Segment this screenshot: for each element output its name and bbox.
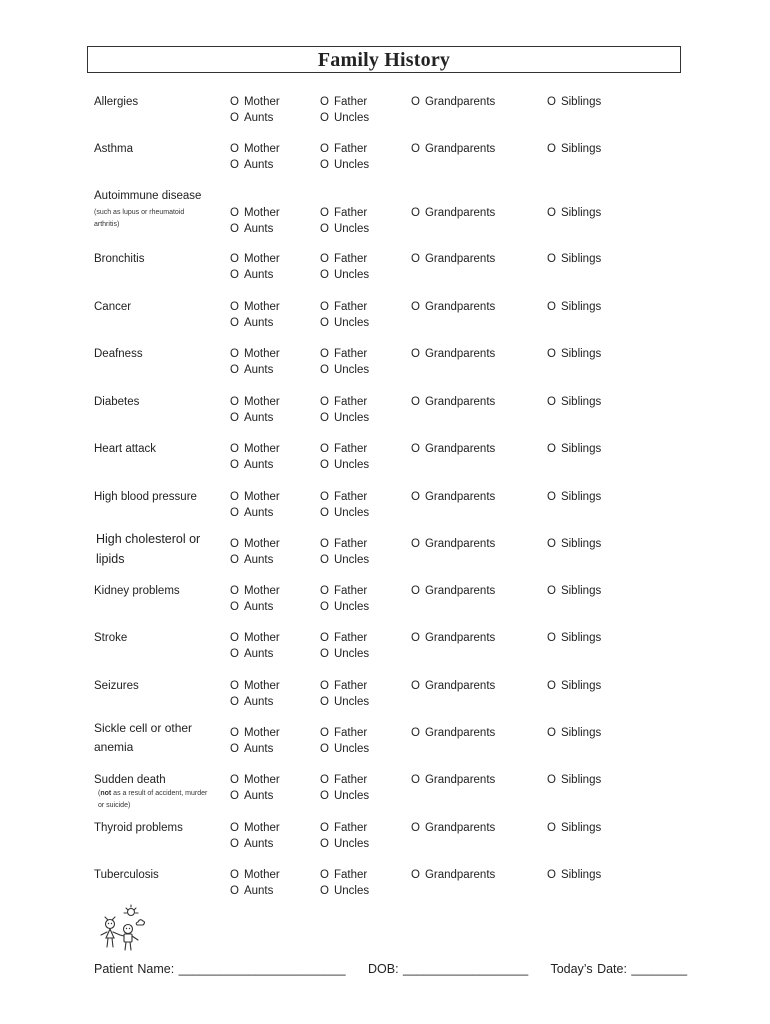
option-father[interactable]: O Father (320, 143, 368, 155)
checkbox-circle: O (411, 253, 420, 265)
checkbox-circle: O (230, 632, 239, 644)
option-mother[interactable]: O Mother (230, 348, 280, 360)
checkbox-circle: O (411, 207, 420, 219)
option-siblings[interactable]: O Siblings (547, 727, 602, 739)
checkbox-circle: O (230, 790, 239, 802)
checkbox-circle: O (411, 774, 420, 786)
checkbox-circle: O (411, 538, 420, 550)
option-aunts[interactable]: O Aunts (230, 601, 274, 613)
condition-label: Allergies (94, 96, 139, 108)
checkbox-circle: O (547, 491, 556, 503)
option-mother[interactable]: O Mother (230, 680, 280, 692)
checkbox-circle: O (230, 223, 239, 235)
checkbox-circle: O (230, 554, 239, 566)
condition-label: Sudden death (94, 774, 166, 786)
checkbox-circle: O (320, 538, 329, 550)
checkbox-circle: O (320, 364, 329, 376)
checkbox-circle: O (320, 491, 329, 503)
checkbox-circle: O (411, 869, 420, 881)
option-uncles[interactable]: O Uncles (320, 601, 370, 613)
option-father[interactable]: O Father (320, 491, 368, 503)
condition-label: Diabetes (94, 396, 140, 408)
checkbox-circle: O (320, 112, 329, 124)
option-aunts[interactable]: O Aunts (230, 159, 274, 171)
option-siblings[interactable]: O Siblings (547, 207, 602, 219)
condition-row-allergies (0, 95, 770, 135)
condition-row-thyroid-problems (0, 821, 770, 861)
checkbox-circle: O (320, 822, 329, 834)
checkbox-circle: O (411, 348, 420, 360)
patient-name-field[interactable]: Patient Name: ________________________ (94, 962, 346, 976)
checkbox-circle: O (230, 648, 239, 660)
option-grandparents[interactable]: O Grandparents (411, 585, 496, 597)
checkbox-circle: O (230, 743, 239, 755)
condition-row-heart-attack (0, 442, 770, 482)
checkbox-circle: O (547, 680, 556, 692)
option-mother[interactable]: O Mother (230, 301, 280, 313)
option-uncles[interactable]: O Uncles (320, 412, 370, 424)
checkbox-circle: O (320, 743, 329, 755)
checkbox-circle: O (320, 269, 329, 281)
checkbox-circle: O (230, 443, 239, 455)
option-aunts[interactable]: O Aunts (230, 885, 274, 897)
checkbox-circle: O (320, 443, 329, 455)
option-aunts[interactable]: O Aunts (230, 412, 274, 424)
option-aunts[interactable]: O Aunts (230, 317, 274, 329)
checkbox-circle: O (411, 96, 420, 108)
condition-label: Thyroid problems (94, 822, 183, 834)
option-siblings[interactable]: O Siblings (547, 869, 602, 881)
option-grandparents[interactable]: O Grandparents (411, 869, 496, 881)
condition-label: Deafness (94, 348, 143, 360)
option-uncles[interactable]: O Uncles (320, 112, 370, 124)
checkbox-circle: O (320, 348, 329, 360)
option-father[interactable]: O Father (320, 207, 368, 219)
option-aunts[interactable]: O Aunts (230, 838, 274, 850)
option-uncles[interactable]: O Uncles (320, 223, 370, 235)
option-siblings[interactable]: O Siblings (547, 348, 602, 360)
checkbox-circle: O (320, 207, 329, 219)
condition-note: (such as lupus or rheumatoid arthritis) (94, 209, 185, 228)
checkbox-circle: O (320, 143, 329, 155)
checkbox-circle: O (230, 838, 239, 850)
checkbox-circle: O (230, 396, 239, 408)
checkbox-circle: O (411, 143, 420, 155)
option-grandparents[interactable]: O Grandparents (411, 632, 496, 644)
option-grandparents[interactable]: O Grandparents (411, 348, 496, 360)
checkbox-circle: O (230, 680, 239, 692)
option-siblings[interactable]: O Siblings (547, 538, 602, 550)
page-title: Family History (317, 49, 451, 71)
checkbox-circle: O (411, 680, 420, 692)
checkbox-circle: O (411, 491, 420, 503)
checkbox-circle: O (320, 412, 329, 424)
condition-label: Tuberculosis (94, 869, 159, 881)
checkbox-circle: O (320, 885, 329, 897)
option-father[interactable]: O Father (320, 253, 368, 265)
checkbox-circle: O (230, 269, 239, 281)
option-aunts[interactable]: O Aunts (230, 790, 274, 802)
checkbox-circle: O (230, 774, 239, 786)
option-mother[interactable]: O Mother (230, 96, 280, 108)
option-siblings[interactable]: O Siblings (547, 822, 602, 834)
option-grandparents[interactable]: O Grandparents (411, 538, 496, 550)
condition-row-asthma (0, 142, 770, 182)
option-grandparents[interactable]: O Grandparents (411, 396, 496, 408)
checkbox-circle: O (411, 727, 420, 739)
option-father[interactable]: O Father (320, 632, 368, 644)
kids-clipart-icon (98, 904, 146, 956)
checkbox-circle: O (230, 507, 239, 519)
checkbox-circle: O (320, 554, 329, 566)
option-aunts[interactable]: O Aunts (230, 112, 274, 124)
dob-field[interactable]: DOB: __________________ (368, 962, 529, 976)
checkbox-circle: O (230, 159, 239, 171)
option-mother[interactable]: O Mother (230, 491, 280, 503)
condition-label: Sickle cell or other anemia (94, 721, 193, 754)
checkbox-circle: O (320, 727, 329, 739)
checkbox-circle: O (230, 253, 239, 265)
option-aunts[interactable]: O Aunts (230, 696, 274, 708)
checkbox-circle: O (320, 869, 329, 881)
checkbox-circle: O (320, 96, 329, 108)
checkbox-circle: O (230, 96, 239, 108)
option-aunts[interactable]: O Aunts (230, 507, 274, 519)
checkbox-circle: O (320, 253, 329, 265)
option-grandparents[interactable]: O Grandparents (411, 727, 496, 739)
checkbox-circle: O (547, 822, 556, 834)
checkbox-circle: O (547, 632, 556, 644)
option-grandparents[interactable]: O Grandparents (411, 822, 496, 834)
condition-row-deafness (0, 347, 770, 387)
option-mother[interactable]: O Mother (230, 443, 280, 455)
checkbox-circle: O (230, 538, 239, 550)
condition-label: Bronchitis (94, 253, 145, 265)
option-uncles[interactable]: O Uncles (320, 838, 370, 850)
option-aunts[interactable]: O Aunts (230, 223, 274, 235)
option-father[interactable]: O Father (320, 727, 368, 739)
option-grandparents[interactable]: O Grandparents (411, 443, 496, 455)
checkbox-circle: O (320, 301, 329, 313)
option-siblings[interactable]: O Siblings (547, 585, 602, 597)
condition-row-stroke (0, 631, 770, 671)
option-father[interactable]: O Father (320, 396, 368, 408)
checkbox-circle: O (230, 822, 239, 834)
checkbox-circle: O (320, 838, 329, 850)
condition-label: High cholesterol or lipids (96, 532, 201, 566)
option-father[interactable]: O Father (320, 822, 368, 834)
option-father[interactable]: O Father (320, 443, 368, 455)
option-aunts[interactable]: O Aunts (230, 648, 274, 660)
checkbox-circle: O (320, 648, 329, 660)
option-father[interactable]: O Father (320, 585, 368, 597)
option-uncles[interactable]: O Uncles (320, 696, 370, 708)
checkbox-circle: O (547, 538, 556, 550)
checkbox-circle: O (547, 348, 556, 360)
checkbox-circle: O (230, 348, 239, 360)
option-father[interactable]: O Father (320, 538, 368, 550)
condition-row-kidney-problems (0, 584, 770, 624)
option-grandparents[interactable]: O Grandparents (411, 491, 496, 503)
checkbox-circle: O (547, 96, 556, 108)
checkbox-circle: O (320, 459, 329, 471)
option-uncles[interactable]: O Uncles (320, 459, 370, 471)
condition-note: (not as a result of accident, murder or suicide) (98, 790, 208, 809)
checkbox-circle: O (547, 774, 556, 786)
option-grandparents[interactable]: O Grandparents (411, 774, 496, 786)
option-mother[interactable]: O Mother (230, 143, 280, 155)
checkbox-circle: O (320, 585, 329, 597)
option-uncles[interactable]: O Uncles (320, 269, 370, 281)
condition-label: Kidney problems (94, 585, 180, 597)
condition-label: High blood pressure (94, 491, 197, 503)
condition-row-cancer (0, 300, 770, 340)
option-mother[interactable]: O Mother (230, 396, 280, 408)
option-siblings[interactable]: O Siblings (547, 443, 602, 455)
option-mother[interactable]: O Mother (230, 253, 280, 265)
checkbox-circle: O (230, 301, 239, 313)
option-aunts[interactable]: O Aunts (230, 269, 274, 281)
checkbox-circle: O (411, 301, 420, 313)
option-father[interactable]: O Father (320, 96, 368, 108)
condition-label: Heart attack (94, 443, 156, 455)
checkbox-circle: O (411, 443, 420, 455)
option-grandparents[interactable]: O Grandparents (411, 253, 496, 265)
option-mother[interactable]: O Mother (230, 822, 280, 834)
option-uncles[interactable]: O Uncles (320, 317, 370, 329)
checkbox-circle: O (230, 601, 239, 613)
option-siblings[interactable]: O Siblings (547, 301, 602, 313)
checkbox-circle: O (230, 727, 239, 739)
checkbox-circle: O (230, 491, 239, 503)
option-siblings[interactable]: O Siblings (547, 143, 602, 155)
option-aunts[interactable]: O Aunts (230, 554, 274, 566)
condition-row-sudden-death (0, 773, 770, 813)
checkbox-circle: O (230, 207, 239, 219)
checkbox-circle: O (547, 143, 556, 155)
checkbox-circle: O (320, 774, 329, 786)
option-uncles[interactable]: O Uncles (320, 790, 370, 802)
condition-row-tuberculosis (0, 868, 770, 908)
condition-label: Cancer (94, 301, 132, 313)
option-uncles[interactable]: O Uncles (320, 554, 370, 566)
checkbox-circle: O (547, 727, 556, 739)
option-siblings[interactable]: O Siblings (547, 680, 602, 692)
checkbox-circle: O (411, 585, 420, 597)
condition-row-sickle-cell (0, 721, 770, 766)
checkbox-circle: O (411, 632, 420, 644)
option-siblings[interactable]: O Siblings (547, 96, 602, 108)
footer (94, 961, 705, 977)
option-grandparents[interactable]: O Grandparents (411, 301, 496, 313)
option-grandparents[interactable]: O Grandparents (411, 207, 496, 219)
option-mother[interactable]: O Mother (230, 727, 280, 739)
condition-row-diabetes (0, 395, 770, 435)
checkbox-circle: O (320, 601, 329, 613)
option-mother[interactable]: O Mother (230, 585, 280, 597)
checkbox-circle: O (320, 223, 329, 235)
option-uncles[interactable]: O Uncles (320, 743, 370, 755)
option-mother[interactable]: O Mother (230, 774, 280, 786)
option-father[interactable]: O Father (320, 680, 368, 692)
option-grandparents[interactable]: O Grandparents (411, 96, 496, 108)
checkbox-circle: O (320, 790, 329, 802)
option-father[interactable]: O Father (320, 774, 368, 786)
option-uncles[interactable]: O Uncles (320, 364, 370, 376)
option-mother[interactable]: O Mother (230, 207, 280, 219)
option-uncles[interactable]: O Uncles (320, 648, 370, 660)
checkbox-circle: O (230, 885, 239, 897)
todays-date-field[interactable]: Today’s Date: ________ (550, 962, 688, 976)
option-uncles[interactable]: O Uncles (320, 159, 370, 171)
option-mother[interactable]: O Mother (230, 538, 280, 550)
checkbox-circle: O (547, 301, 556, 313)
checkbox-circle: O (320, 632, 329, 644)
option-uncles[interactable]: O Uncles (320, 885, 370, 897)
option-aunts[interactable]: O Aunts (230, 743, 274, 755)
checkbox-circle: O (320, 696, 329, 708)
checkbox-circle: O (411, 396, 420, 408)
title-box (87, 46, 681, 73)
option-siblings[interactable]: O Siblings (547, 632, 602, 644)
checkbox-circle: O (230, 459, 239, 471)
checkbox-circle: O (230, 143, 239, 155)
checkbox-circle: O (230, 412, 239, 424)
condition-row-high-cholesterol (0, 532, 770, 577)
condition-row-seizures (0, 679, 770, 719)
checkbox-circle: O (547, 585, 556, 597)
option-aunts[interactable]: O Aunts (230, 459, 274, 471)
condition-row-high-blood-pressure (0, 490, 770, 530)
option-father[interactable]: O Father (320, 869, 368, 881)
checkbox-circle: O (547, 396, 556, 408)
option-mother[interactable]: O Mother (230, 869, 280, 881)
checkbox-circle: O (547, 869, 556, 881)
option-grandparents[interactable]: O Grandparents (411, 680, 496, 692)
checkbox-circle: O (547, 443, 556, 455)
checkbox-circle: O (547, 207, 556, 219)
option-siblings[interactable]: O Siblings (547, 253, 602, 265)
condition-label: Stroke (94, 632, 128, 644)
checkbox-circle: O (230, 585, 239, 597)
condition-label: Asthma (94, 143, 133, 155)
checkbox-circle: O (320, 159, 329, 171)
checkbox-circle: O (230, 696, 239, 708)
checkbox-circle: O (230, 364, 239, 376)
condition-label: Autoimmune disease (94, 190, 202, 202)
option-aunts[interactable]: O Aunts (230, 364, 274, 376)
option-siblings[interactable]: O Siblings (547, 491, 602, 503)
condition-row-autoimmune-options (0, 206, 770, 246)
option-father[interactable]: O Father (320, 301, 368, 313)
checkbox-circle: O (320, 396, 329, 408)
option-siblings[interactable]: O Siblings (547, 774, 602, 786)
condition-row-bronchitis (0, 252, 770, 292)
checkbox-circle: O (230, 112, 239, 124)
checkbox-circle: O (320, 317, 329, 329)
checkbox-circle: O (320, 680, 329, 692)
option-uncles[interactable]: O Uncles (320, 507, 370, 519)
checkbox-circle: O (230, 869, 239, 881)
checkbox-circle: O (547, 253, 556, 265)
option-mother[interactable]: O Mother (230, 632, 280, 644)
option-siblings[interactable]: O Siblings (547, 396, 602, 408)
option-grandparents[interactable]: O Grandparents (411, 143, 496, 155)
condition-label: Seizures (94, 680, 139, 692)
checkbox-circle: O (320, 507, 329, 519)
checkbox-circle: O (230, 317, 239, 329)
checkbox-circle: O (411, 822, 420, 834)
option-father[interactable]: O Father (320, 348, 368, 360)
